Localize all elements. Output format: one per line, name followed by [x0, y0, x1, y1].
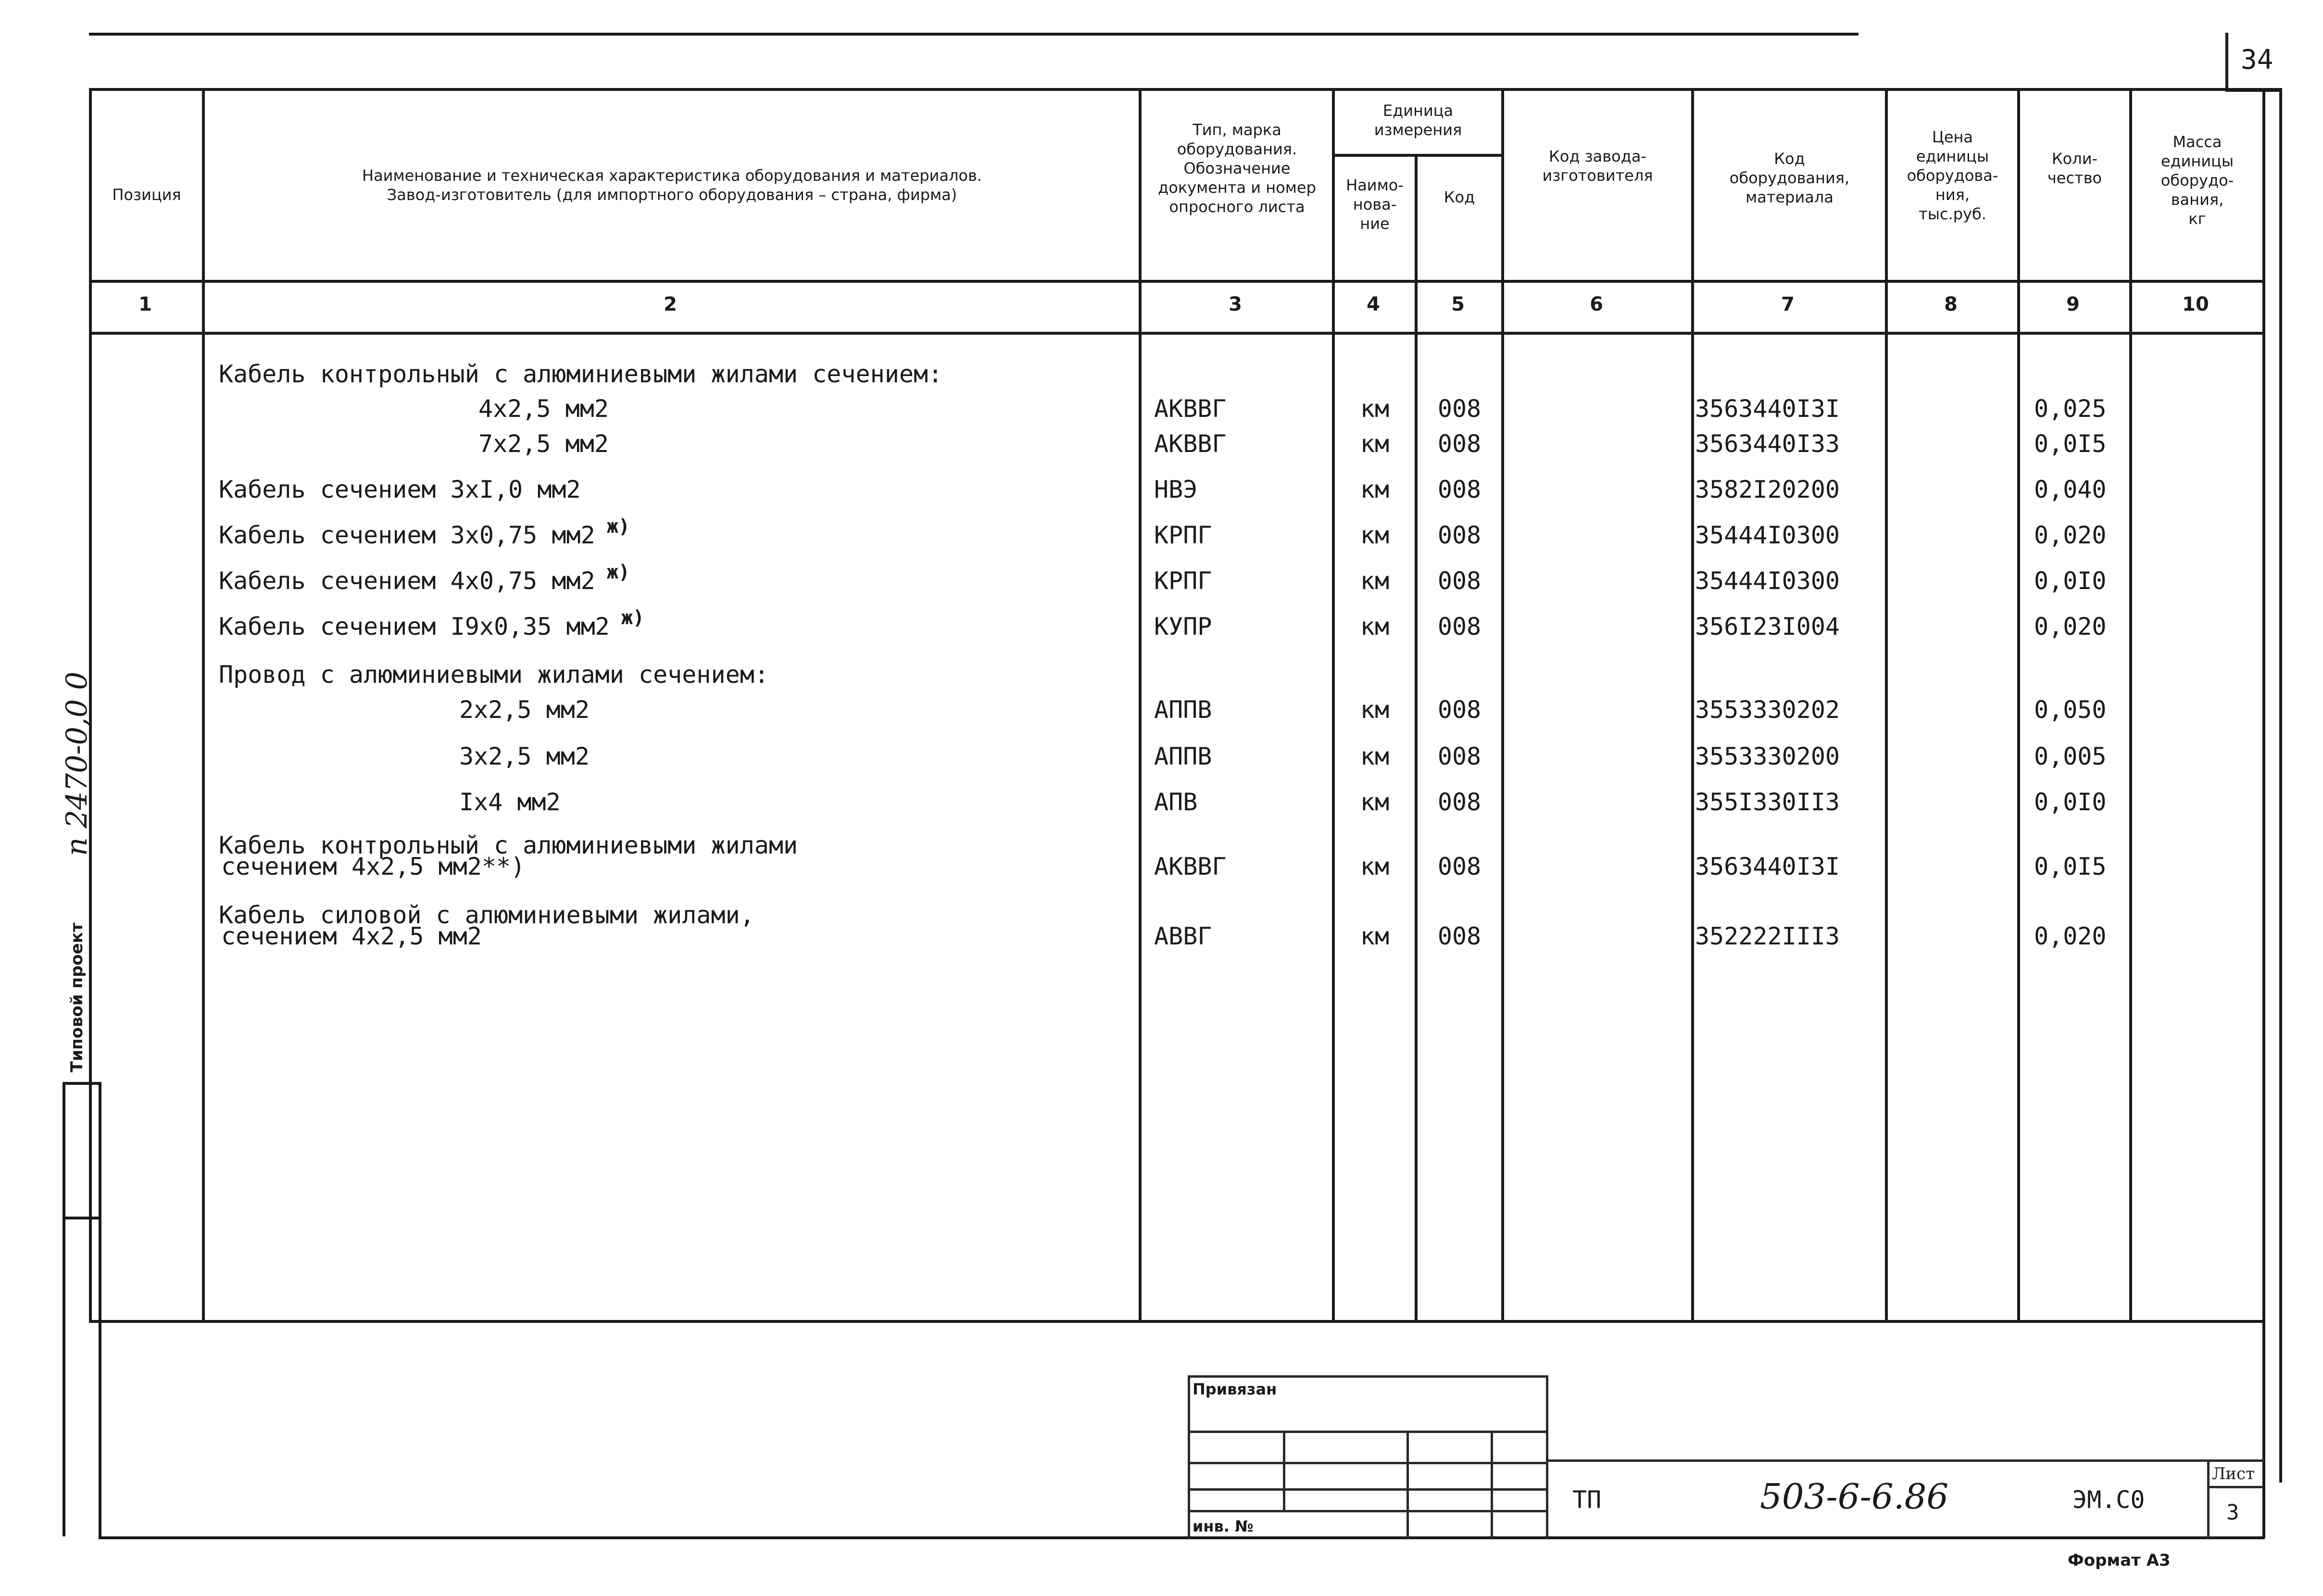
h8-line: Цена: [1932, 128, 1973, 146]
row-name: Кабель сечением I9х0,35 мм2 $^{ж)}$: [219, 607, 645, 641]
unit-group-divider: [1332, 154, 1503, 157]
h8-line: тыс.руб.: [1919, 205, 1986, 223]
row-type: АПВ: [1154, 788, 1198, 816]
row-unit: км: [1360, 922, 1390, 950]
title-block-list-divider: [2207, 1459, 2210, 1539]
stamp-col-1: [1283, 1431, 1285, 1512]
col-line-9: [2129, 88, 2132, 1323]
stamp-row-3: [1188, 1488, 1548, 1491]
row-name: Iх4 мм2: [459, 788, 561, 816]
h10-line: кг: [2188, 210, 2206, 228]
row-quantity: 0,005: [2034, 742, 2107, 770]
row-quantity: 0,0I5: [2034, 853, 2107, 880]
h4-line: Наимо-: [1346, 176, 1404, 194]
col-line-2: [1139, 88, 1142, 1323]
h10-line: единицы: [2160, 152, 2234, 170]
stamp-privyazan: Привязан: [1193, 1380, 1277, 1398]
footnote-mark: ж): [609, 607, 645, 629]
row-unit: км: [1360, 613, 1390, 641]
outer-right-border: [2279, 88, 2282, 1483]
column-number-9: 9: [2066, 293, 2080, 315]
title-project-code: 503-6-6.86: [1760, 1476, 1949, 1517]
row-name: Кабель сечением 3хI,0 мм2: [219, 476, 581, 503]
row-unit: км: [1360, 521, 1390, 549]
header-unit-name: [1335, 176, 1415, 233]
h8-line: ния,: [1935, 186, 1970, 204]
title-tp-label: ТП: [1572, 1486, 1602, 1514]
title-doc-code: ЭМ.С0: [2072, 1486, 2145, 1514]
header-factory-code: [1504, 147, 1691, 185]
row-name: Кабель сечением 3х0,75 мм2 $^{ж)}$: [219, 515, 630, 549]
row-unit-code: 008: [1437, 521, 1482, 549]
h7-line: материала: [1745, 188, 1833, 206]
header-unit-group: [1335, 101, 1501, 139]
row-name: Кабель контрольный с алюминиевыми жилами: [219, 831, 798, 859]
row-type: НВЭ: [1154, 476, 1198, 503]
page-number-box-left: [2225, 33, 2228, 90]
row-unit-code: 008: [1437, 696, 1482, 724]
col-line-7: [1885, 88, 1888, 1323]
row-unit-code: 008: [1437, 742, 1482, 770]
column-number-4: 4: [1367, 293, 1380, 315]
top-rule: [89, 33, 1858, 36]
row-type: АВВГ: [1154, 922, 1212, 950]
row-material-code: 355I330II3: [1695, 788, 1840, 816]
row-material-code: 3553330202: [1695, 696, 1840, 724]
col-line-1: [202, 88, 205, 1323]
row-type: КРПГ: [1154, 567, 1212, 595]
header-material-code: [1694, 149, 1885, 207]
side-label-typical-project: Типовой проект: [67, 922, 87, 1072]
row-type: АППВ: [1154, 696, 1212, 724]
column-number-1: 1: [138, 293, 152, 315]
hu-line: измерения: [1374, 121, 1462, 139]
row-material-code: 35444I0300: [1695, 521, 1840, 549]
stamp-left: [1188, 1375, 1190, 1539]
row-unit-code: 008: [1437, 922, 1482, 950]
row-name: 7х2,5 мм2: [478, 430, 609, 458]
row-quantity: 0,0I0: [2034, 788, 2107, 816]
stamp-inv-no: инв. №: [1193, 1517, 1254, 1535]
row-name: Провод с алюминиевыми жилами сечением:: [219, 661, 769, 689]
row-unit-code: 008: [1437, 788, 1482, 816]
row-material-code: 3563440I3I: [1695, 395, 1840, 423]
row-quantity: 0,025: [2034, 395, 2107, 423]
row-unit-code: 008: [1437, 613, 1482, 641]
stamp-col-2: [1406, 1431, 1409, 1539]
stamp-row-2: [1188, 1462, 1548, 1464]
table-top-border: [89, 88, 2282, 91]
header-unit-code: Код: [1444, 188, 1475, 206]
row-unit: км: [1360, 853, 1390, 880]
row-type: АКВВГ: [1154, 395, 1227, 423]
row-name: Кабель контрольный с алюминиевыми жилами сечением:: [219, 360, 943, 388]
header-bottom-border: [89, 280, 2265, 283]
h3-line: опросного листа: [1169, 198, 1305, 216]
h3-line: Тип, марка: [1193, 121, 1281, 139]
h10-line: Масса: [2172, 133, 2222, 151]
h10-line: вания,: [2171, 190, 2224, 209]
row-name: 3х2,5 мм2: [459, 742, 590, 770]
title-block-top: [1548, 1459, 2265, 1462]
header-type: [1142, 120, 1332, 216]
row-quantity: 0,050: [2034, 696, 2107, 724]
row-quantity: 0,020: [2034, 521, 2107, 549]
row-name: Кабель сечением 4х0,75 мм2 $^{ж)}$: [219, 561, 630, 595]
col-line-10: [2262, 88, 2265, 1538]
header-name: Наименование и техническая характеристика оборудования и материалов. Завод-изготовитель (для импортного оборудования – страна, фирма): [362, 166, 982, 204]
hu-line: Единица: [1382, 101, 1454, 120]
h3-line: оборудования.: [1177, 140, 1297, 158]
footnote-mark: ж): [595, 561, 630, 583]
row-material-code: 35444I0300: [1695, 567, 1840, 595]
stamp-top: [1188, 1375, 1548, 1378]
h4-line: ние: [1360, 214, 1390, 233]
h8-line: единицы: [1916, 147, 1989, 165]
row-quantity: 0,020: [2034, 922, 2107, 950]
column-number-10: 10: [2182, 293, 2209, 315]
column-number-8: 8: [1944, 293, 1958, 315]
header-unit-price: [1888, 127, 2017, 224]
body-bottom-border: [89, 1320, 2265, 1323]
row-material-code: 3553330200: [1695, 742, 1840, 770]
row-name: Кабель силовой с алюминиевыми жилами,: [219, 901, 754, 929]
h6-line: изготовителя: [1542, 166, 1653, 185]
side-strip-mid: [63, 1217, 101, 1219]
stamp-right: [1546, 1375, 1548, 1539]
side-strip-left: [63, 1082, 65, 1536]
side-project-number: п 2470-0,0 0: [60, 671, 94, 856]
row-material-code: 352222III3: [1695, 922, 1840, 950]
row-type: АКВВГ: [1154, 853, 1227, 880]
col-line-4: [1415, 154, 1418, 1323]
row-name: 2х2,5 мм2: [459, 696, 590, 724]
column-number-5: 5: [1451, 293, 1465, 315]
row-material-code: 3563440I3I: [1695, 853, 1840, 880]
row-quantity: 0,020: [2034, 613, 2107, 641]
h10-line: оборудо-: [2160, 171, 2234, 189]
h4-line: нова-: [1353, 195, 1397, 214]
row-quantity: 0,0I5: [2034, 430, 2107, 458]
row-unit-code: 008: [1437, 853, 1482, 880]
row-quantity: 0,040: [2034, 476, 2107, 503]
format-label: Формат А3: [2068, 1551, 2171, 1570]
row-unit-code: 008: [1437, 395, 1482, 423]
h3-line: документа и номер: [1158, 178, 1316, 197]
h9-line: Коли-: [2051, 150, 2098, 168]
title-list-label: Лист: [2212, 1464, 2255, 1483]
h7-line: оборудования,: [1729, 169, 1850, 187]
header-quantity: [2020, 149, 2129, 188]
column-number-2: 2: [664, 293, 677, 315]
row-unit: км: [1360, 567, 1390, 595]
h6-line: Код завода-: [1549, 147, 1646, 165]
row-unit: км: [1360, 476, 1390, 503]
stamp-row-1: [1188, 1431, 1548, 1433]
row-unit-code: 008: [1437, 476, 1482, 503]
col-line-5: [1501, 88, 1504, 1323]
row-unit-code: 008: [1437, 430, 1482, 458]
title-block-list-line: [2207, 1486, 2265, 1488]
title-list-value: 3: [2226, 1500, 2239, 1525]
h9-line: чество: [2047, 169, 2102, 187]
frame-bottom-border: [99, 1536, 2265, 1539]
row-name-continued: сечением 4х2,5 мм2: [221, 922, 482, 950]
row-name-continued: сечением 4х2,5 мм2**): [221, 853, 526, 880]
row-material-code: 356I23I004: [1695, 613, 1840, 641]
row-unit: км: [1360, 430, 1390, 458]
col-line-6: [1691, 88, 1694, 1323]
row-quantity: 0,0I0: [2034, 567, 2107, 595]
side-strip-right: [99, 1082, 101, 1536]
row-unit: км: [1360, 395, 1390, 423]
row-unit: км: [1360, 742, 1390, 770]
h8-line: оборудова-: [1907, 166, 1998, 185]
column-number-6: 6: [1590, 293, 1603, 315]
row-unit: км: [1360, 788, 1390, 816]
footnote-mark: ж): [595, 515, 630, 538]
column-number-3: 3: [1229, 293, 1242, 315]
header-mass: [2132, 132, 2262, 228]
h3-line: Обозначение: [1183, 159, 1291, 177]
side-strip-top: [63, 1082, 101, 1085]
stamp-col-3: [1491, 1431, 1493, 1539]
h7-line: Код: [1774, 150, 1805, 168]
row-name: 4х2,5 мм2: [478, 395, 609, 423]
row-material-code: 3563440I33: [1695, 430, 1840, 458]
header-position: Позиция: [112, 186, 181, 204]
page-number: 34: [2241, 44, 2273, 75]
row-unit: км: [1360, 696, 1390, 724]
row-type: КРПГ: [1154, 521, 1212, 549]
row-type: КУПР: [1154, 613, 1212, 641]
col-line-8: [2017, 88, 2020, 1323]
row-unit-code: 008: [1437, 567, 1482, 595]
row-type: АКВВГ: [1154, 430, 1227, 458]
row-material-code: 3582I20200: [1695, 476, 1840, 503]
row-type: АППВ: [1154, 742, 1212, 770]
stamp-row-4: [1188, 1510, 1548, 1512]
column-number-7: 7: [1781, 293, 1795, 315]
numbers-bottom-border: [89, 332, 2265, 335]
